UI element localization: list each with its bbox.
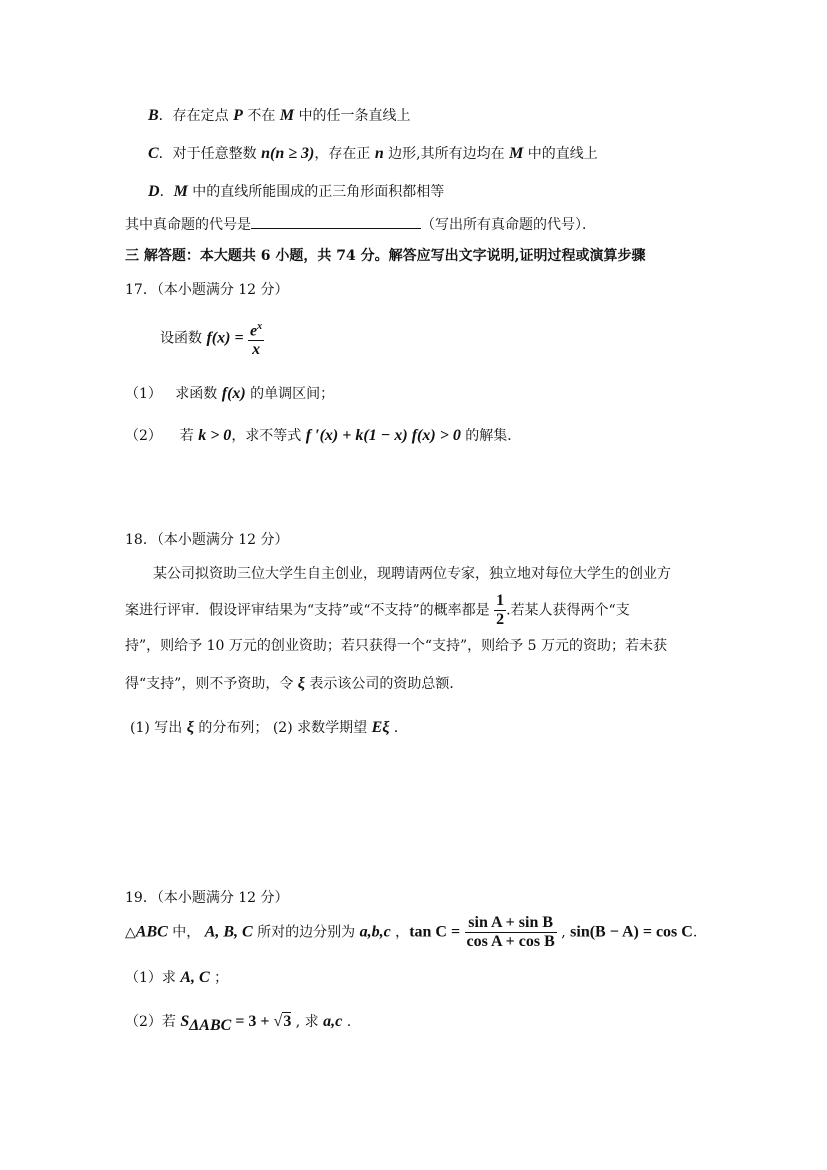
q19-given: △ABC 中， A, B, C 所对的边分别为 a,b,c ，tan C = $\frac{\text{sin A + sin B}}{\text{cos A + cos B}}$ , sin(B − A) = cos C. (125, 914, 698, 950)
q18-fraction: $\frac{1}{2}$ (496, 592, 505, 628)
answer-blank[interactable] (251, 214, 421, 229)
q17-part2: （2） 若 k > 0，求不等式 f ′(x) + k(1 − x) f(x) > 0 的解集． (125, 427, 522, 444)
q17-part1: （1） 求函数 f(x) 的单调区间； (125, 385, 335, 402)
section-heading: 三 解答题：本大题共 6 小题，共 74 分。解答应写出文字说明,证明过程或演算步骤 (125, 248, 646, 264)
option-letter: D (148, 183, 160, 200)
q18-parts: (1) 写出 ξ 的分布列； (2) 求数学期望 Eξ ． (130, 719, 408, 736)
option-b: B．存在定点 P 不在 M 中的任一条直线上 (148, 107, 411, 124)
option-c: C．对于任意整数 n(n ≥ 3)，存在正 n 边形,其所有边均在 M 中的直线上 (148, 145, 598, 162)
q17-fraction: $\frac{e^x}{x}$ (248, 318, 264, 359)
q18-text-line2: 案进行评审．假设评审结果为“支持”或“不支持”的概率都是 $\frac{1}{2}$ .若某人获得两个“支 (125, 592, 630, 628)
fill-blank-prompt: 其中真命题的代号是 （写出所有真命题的代号）． (125, 214, 596, 235)
q18-text-line3: 持”，则给予 10 万元的创业资助；若只获得一个“支持”，则给予 5 万元的资助；若未获 (125, 638, 667, 654)
q17-header: 17．（本小题满分 12 分） (125, 282, 289, 298)
q17-given: 设函数 f(x) = $\frac{e^x}{x}$ (160, 318, 264, 359)
q18-text-line4: 得“支持”，则不予资助，令 ξ 表示该公司的资助总额． (125, 675, 464, 692)
option-letter: B (148, 107, 159, 124)
option-letter: C (148, 145, 159, 162)
q19-part2: （2）若 $S_{\Delta ABC} = 3 + √3$ , 求 a,c . (125, 1013, 352, 1034)
q19-header: 19．（本小题满分 12 分） (125, 890, 289, 906)
q19-part1: （1）求 A, C ； (125, 969, 229, 986)
q18-text-line1: 某公司拟资助三位大学生自主创业，现聘请两位专家，独立地对每位大学生的创业方 (153, 566, 671, 582)
q19-fraction: $\frac{\text{sin A + sin B}}{\text{cos A + cos B}}$ (466, 914, 555, 950)
q18-header: 18．（本小题满分 12 分） (125, 532, 289, 548)
option-d: D．M 中的直线所能围成的正三角形面积都相等 (148, 183, 445, 200)
